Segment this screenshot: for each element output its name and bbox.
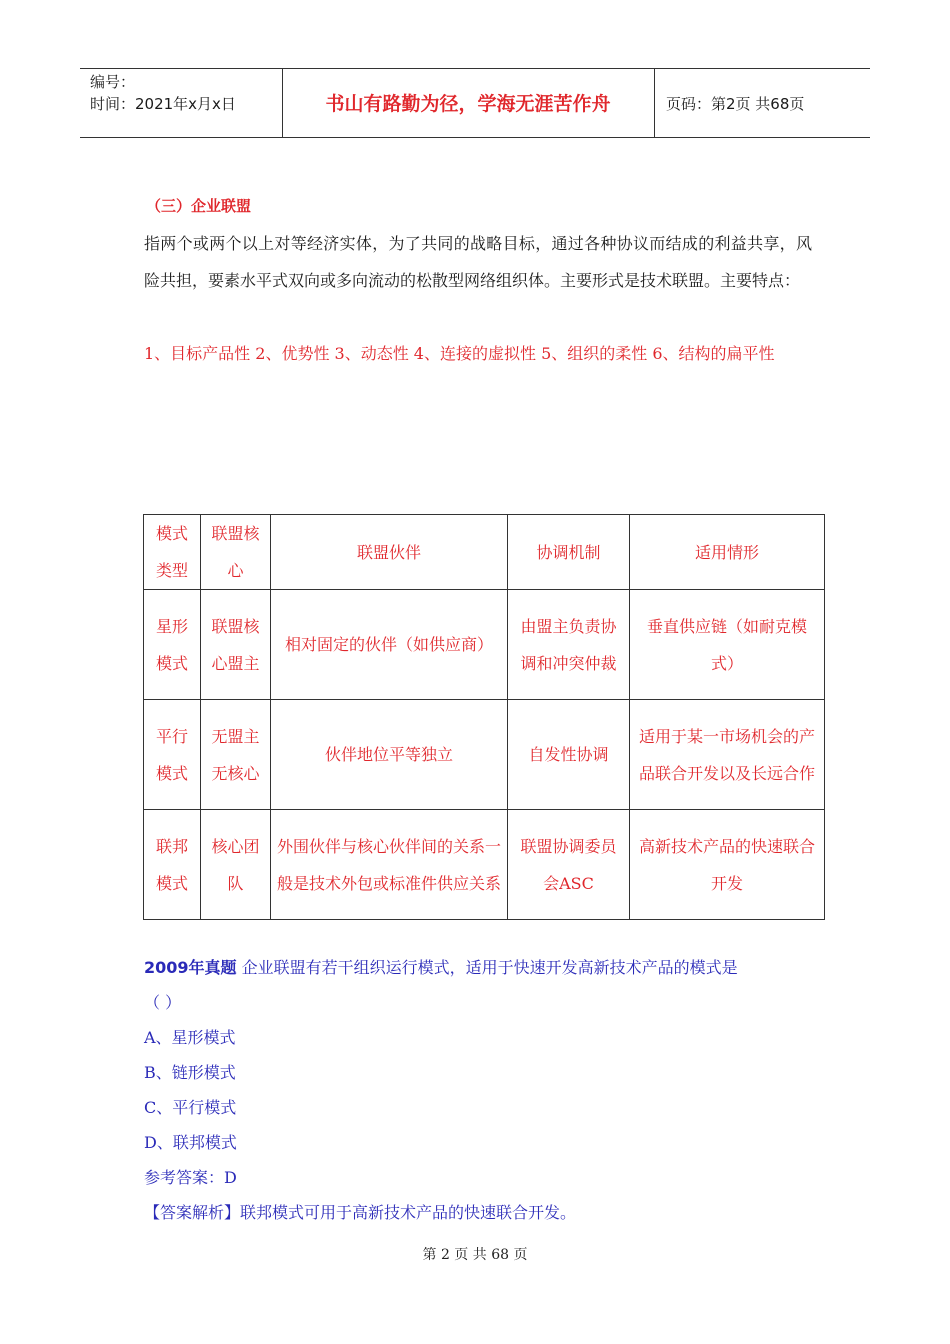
table-row [144,810,825,920]
features-list: 1、目标产品性 2、优势性 3、动态性 4、连接的虚拟性 5、组织的柔性 6、结构的扁平性 [144,344,775,363]
option-a: A、星形模式 [144,1028,236,1047]
table-header-cell: 联盟伙伴 [271,515,508,590]
table-cell: 高新技术产品的快速联合开发 [630,810,825,920]
table-cell: 伙伴地位平等独立 [271,700,508,810]
option-c: C、平行模式 [144,1098,237,1117]
table-header-cell: 模式类型 [144,515,201,590]
exam-question [144,950,812,1230]
section-paragraph: 指两个或两个以上对等经济实体，为了共同的战略目标，通过各种协议而结成的利益共享，风险共担，要素水平式双向或多向流动的松散型网络组织体。主要形式是技术联盟。主要特点： [144,234,812,290]
question-text: 企业联盟有若干组织运行模式，适用于快速开发高新技术产品的模式是 [236,958,738,977]
table-cell: 自发性协调 [508,700,630,810]
table-cell: 联邦模式 [144,810,201,920]
table-cell: 联盟核心盟主 [201,590,271,700]
number-label: 编号： [90,73,136,91]
table-cell: 适用于某一市场机会的产品联合开发以及长远合作 [630,700,825,810]
header-divider [654,69,655,137]
table-cell: 垂直供应链（如耐克模式） [630,590,825,700]
page-footer: 第 2 页 共 68 页 [422,1247,528,1263]
table-cell: 平行模式 [144,700,201,810]
option-d: D、联邦模式 [144,1133,237,1152]
table-cell: 相对固定的伙伴（如供应商） [271,590,508,700]
question-stem [144,950,812,985]
table-header-row [144,515,825,590]
header-page-info: 页码：第2页 共68页 [666,95,805,113]
answer-analysis: 【答案解析】联邦模式可用于高新技术产品的快速联合开发。 [144,1203,577,1222]
table-row [144,700,825,810]
answer-bracket: （ ） [144,993,182,1012]
table-cell: 核心团队 [201,810,271,920]
reference-answer: 参考答案：D [144,1168,237,1187]
table-cell: 外围伙伴与核心伙伴间的关系一般是技术外包或标准件供应关系 [271,810,508,920]
table-row [144,590,825,700]
table-header-cell: 联盟核心 [201,515,271,590]
question-year: 2009年真题 [144,958,237,977]
page-header [80,68,870,138]
header-motto: 书山有路勤为径，学海无涯苦作舟 [325,93,611,115]
section-title: （三）企业联盟 [146,197,252,215]
table-header-cell: 适用情形 [630,515,825,590]
table-cell: 无盟主无核心 [201,700,271,810]
table-cell: 联盟协调委员会ASC [508,810,630,920]
table-cell: 星形模式 [144,590,201,700]
table-cell: 由盟主负责协调和冲突仲裁 [508,590,630,700]
alliance-mode-table [143,514,825,920]
table-header-cell: 协调机制 [508,515,630,590]
option-b: B、链形模式 [144,1063,236,1082]
header-meta [90,71,236,115]
time-label: 时间：2021年x月x日 [90,95,236,113]
